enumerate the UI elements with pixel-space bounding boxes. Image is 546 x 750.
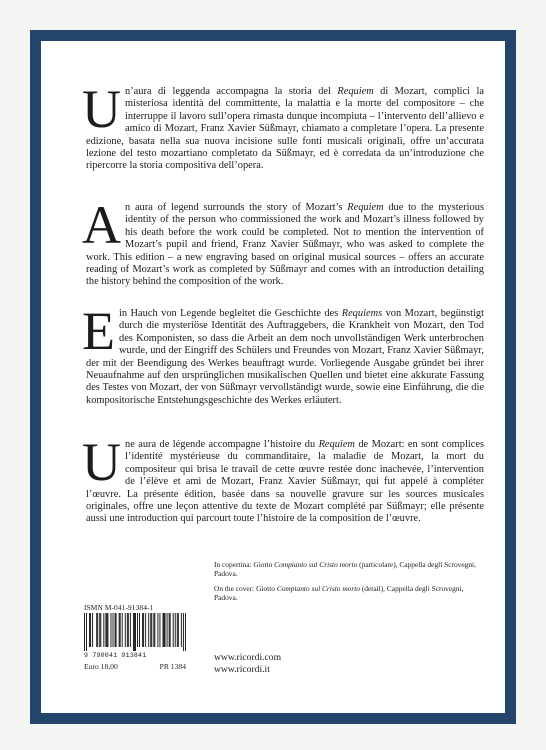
barcode-bar [96, 613, 97, 647]
barcode-bar [143, 613, 144, 647]
price-row [84, 662, 186, 671]
barcode-bar [181, 613, 182, 647]
italic-title: Requiem [318, 439, 355, 450]
dropcap: U [82, 432, 121, 492]
barcode-bar [125, 613, 126, 647]
barcode-bar [97, 613, 98, 647]
text-segment: n’aura di leggenda accompagna la storia del [125, 86, 338, 97]
credit-artwork-title: Compianto sul Cristo morto [274, 560, 358, 569]
barcode-bar [103, 613, 104, 647]
dropcap: U [82, 79, 121, 139]
barcode-bar [145, 613, 146, 647]
italic-title: Requiems [341, 308, 383, 319]
barcode-bar [115, 613, 116, 647]
barcode-bar [89, 613, 90, 647]
barcode-bar [86, 613, 87, 651]
text-segment: in Hauch von Legende begleitet die Geschichte des [119, 308, 342, 319]
barcode-bar [99, 613, 100, 647]
barcode-bar [137, 613, 138, 647]
publisher-websites [214, 652, 281, 675]
barcode-bar [107, 613, 108, 647]
credit-suffix: (particolare), Cappella degli Scrovegni, Padova. [214, 560, 476, 579]
credit-prefix: In copertina: Giotto [214, 560, 275, 569]
barcode-bar [139, 613, 140, 647]
barcode-bar [153, 613, 154, 647]
barcode-bar [133, 613, 134, 651]
barcode-bar [167, 613, 168, 647]
barcode-bar [148, 613, 149, 647]
barcode-bar [116, 613, 117, 647]
barcode-bar [142, 613, 143, 647]
barcode-bar [111, 613, 112, 647]
barcode-bar [113, 613, 114, 647]
paragraph-english [82, 195, 484, 289]
barcode-bar [100, 613, 101, 647]
barcode-bar [164, 613, 165, 647]
cover-credit-english [214, 584, 484, 603]
barcode [84, 613, 186, 651]
credit-prefix: On the cover: Giotto [214, 583, 277, 593]
barcode-bar [173, 613, 174, 647]
text-segment: due to the mysterious identity of the person who commissioned the work and Mozart’s illness followed by his death before the work could be completed. Not to mention the intervention of Mozart’s pupil and friend, Franz Xavier Süßmayr, who was asked to complete the work. This edition – a new engraving based on original musical sources – offers an accurate reading of Mozart’s work as completed by Süßmayr and comes with an introduction detailing the history behind the composition of the work. [86, 202, 484, 288]
barcode-bar [154, 613, 155, 647]
barcode-bar [130, 613, 131, 647]
barcode-bar [169, 613, 170, 647]
price: Euro 18,00 [84, 662, 118, 671]
dropcap: E [82, 301, 115, 361]
paragraph-french [82, 432, 484, 526]
credit-artwork-title: Compianto sul Cristo morto [276, 583, 360, 593]
italic-title: Requiem [347, 202, 384, 213]
dropcap: A [82, 195, 121, 255]
barcode-bar [150, 613, 151, 647]
text-segment: ne aura de légende accompagne l’histoire du [125, 439, 319, 450]
barcode-bar [175, 613, 176, 647]
cover-credits [214, 560, 484, 608]
text-segment: di Mozart, complici la misteriosa identità del committente, la malattia e la morte del compositore – che interruppe il lavoro sull’opera rimasta dunque incompiuta – l’intervento dell’allievo e amico di Mozart, Franz Xavier Süßmayr, chiamato a completare l’opera. La presente edizione, basata nella sua nuova incisione sulle fonti musicali originali, offre un’accurata lezione del testo mozartiano completato da Süßmayr, ed è corredata da un’introduzione che ripercorre la storia compositiva dell’opera. [86, 86, 484, 172]
paragraph-german [82, 301, 484, 407]
barcode-bar [127, 613, 128, 647]
barcode-bar [84, 613, 85, 651]
text-panel [41, 41, 505, 713]
barcode-bar [134, 613, 135, 651]
barcode-bar [120, 613, 121, 647]
paragraph-body [86, 308, 484, 406]
text-segment: de Mozart: en sont complices l’identité mystérieuse du commanditaire, la maladie de Mozart, la mort du compositeur qui brisa le travail de cette œuvre restée donc inachevée, l’intervention de l’élève et ami de Mozart, Franz Xavier Süßmayr, qui fut appelé à compléter l’œuvre. La présente édition, basée dans sa nouvelle gravure sur les sources musicales originales, offre une leçon attentive du texte de Mozart complété par Süßmayr; elle présente aussi une introduction qui parcourt toute l’histoire de la composition de l’œuvre. [86, 439, 484, 525]
barcode-bar [159, 613, 160, 647]
barcode-bar [151, 613, 152, 647]
barcode-bar [119, 613, 120, 647]
barcode-bar [170, 613, 171, 647]
paragraph-body [86, 202, 484, 287]
paragraph-body [86, 86, 484, 171]
barcode-bar [178, 613, 179, 647]
paragraph-body [86, 439, 484, 524]
barcode-bar [105, 613, 106, 647]
catalog-number: PR 1384 [159, 662, 186, 671]
italic-title: Requiem [337, 86, 374, 97]
paragraph-italian [82, 79, 484, 173]
barcode-bar [177, 613, 178, 647]
barcode-bar [106, 613, 107, 647]
cover-credit-italian [214, 560, 484, 579]
barcode-bar [163, 613, 164, 647]
barcode-bar [157, 613, 158, 647]
barcode-bar [122, 613, 123, 647]
barcode-bar [165, 613, 166, 647]
text-segment: n aura of legend surrounds the story of Mozart’s [125, 202, 348, 213]
website-link[interactable]: www.ricordi.it [214, 663, 270, 675]
barcode-bar [135, 613, 136, 651]
blue-frame [30, 30, 516, 724]
barcode-bar [92, 613, 93, 647]
website-link[interactable]: www.ricordi.com [214, 652, 282, 663]
barcode-bar [183, 613, 184, 651]
credit-suffix: (detail), Cappella degli Scrovegni, Padova. [214, 583, 464, 603]
text-segment: von Mozart, begünstigt durch die mysteriöse Identität des Auftraggebers, die Krankheit von Mozart, den Tod des Komponisten, so dass die Arbeit an dem noch unvollständigen Werk unterbrochen wurde, und der Eingriff des Schülers und Freundes von Mozart, Franz Xavier Süßmayr, der mit der Beendigung des Werkes beauftragt wurde. Vorliegende Ausgabe gründet bei ihrer Neuaufnahme auf den ursprünglichen musikalischen Quellen und bietet eine akkurate Fassung des Testes von Mozart, der von Süßmayr vervollständigt wurde, sowie eine Einführung, die die kompositorische Entstehungsgeschichte des Werkes erläutert. [86, 308, 484, 406]
barcode-digits: 9 790041 913841 [84, 652, 147, 659]
barcode-bar [185, 613, 186, 651]
ismn-code: ISMN M-041-91384-1 [84, 603, 154, 612]
barcode-bar [128, 613, 129, 647]
barcode-bar [90, 613, 91, 647]
